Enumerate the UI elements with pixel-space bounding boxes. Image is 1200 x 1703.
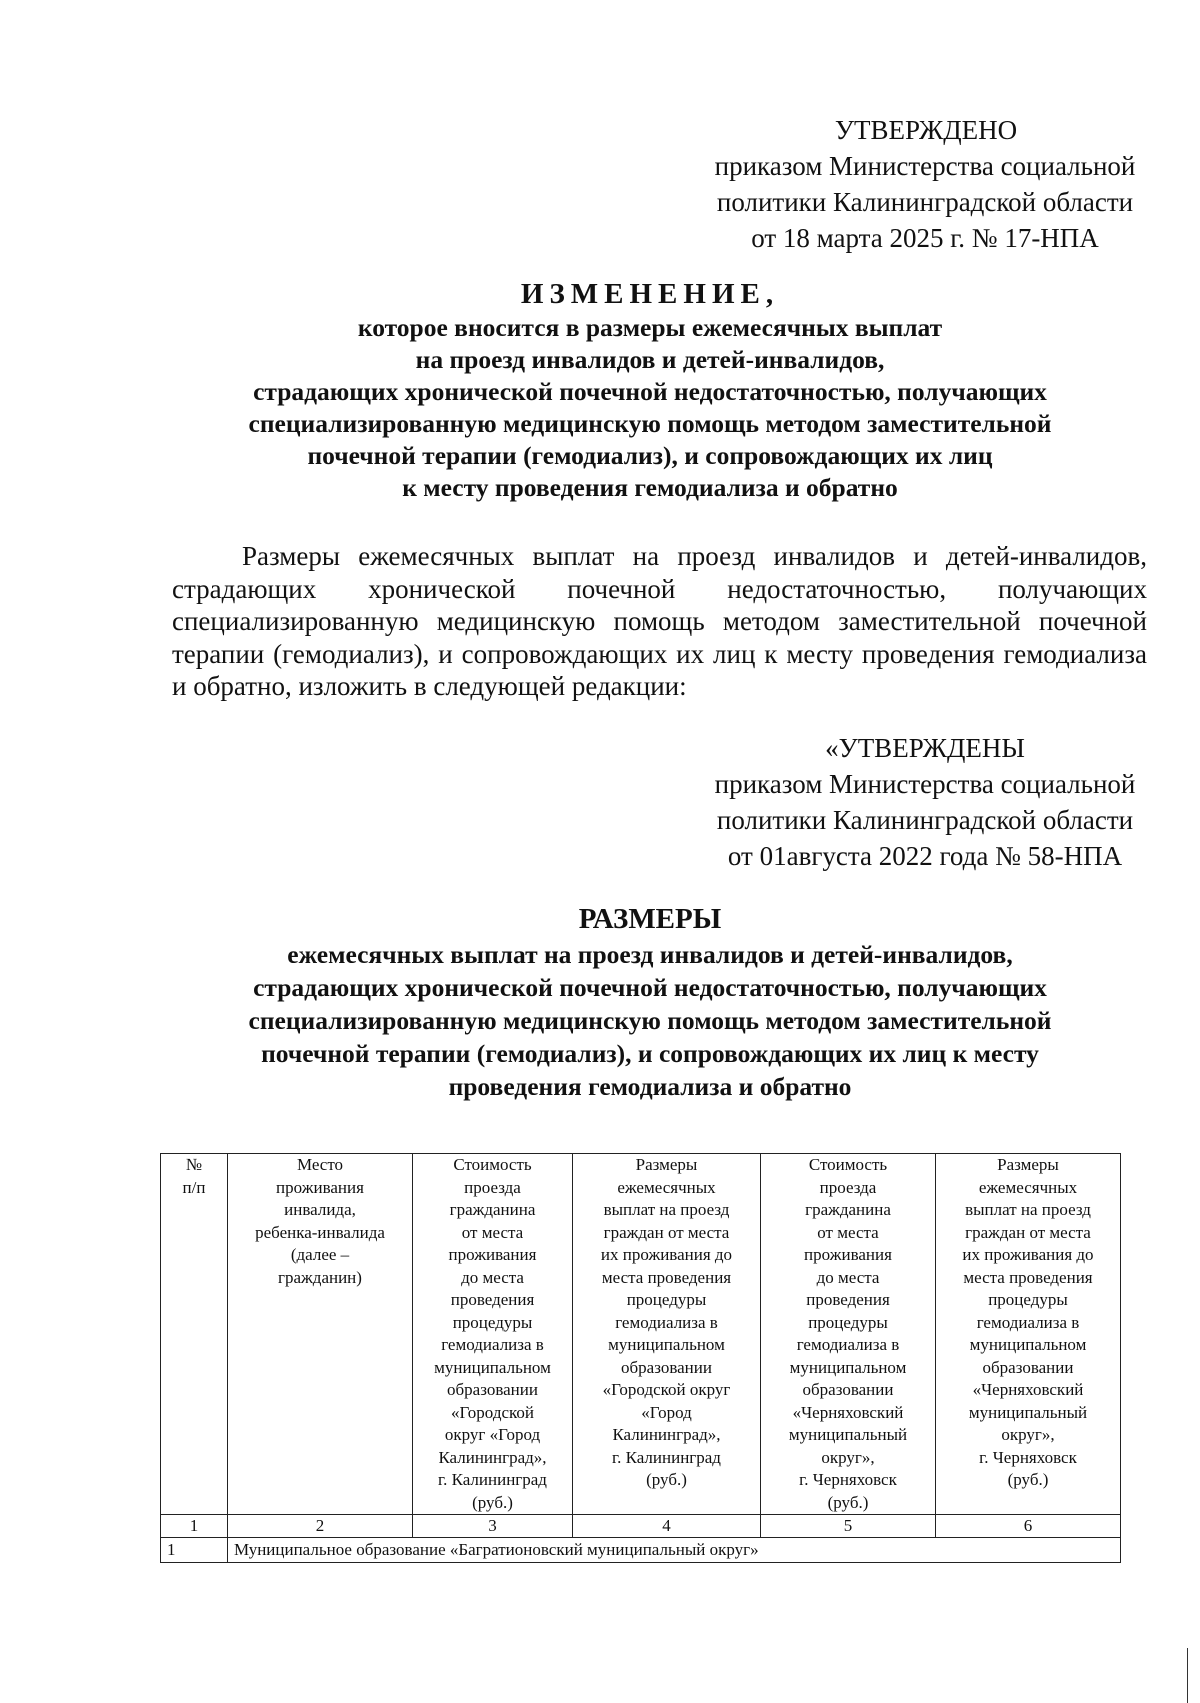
- table-header-line: Калининград»,: [612, 1425, 721, 1444]
- table-column-number: 4: [573, 1515, 761, 1538]
- table-header-line: процедуры: [808, 1312, 888, 1332]
- table-header-line: Размеры: [635, 1155, 698, 1174]
- approval2-line: приказом Министерства социальной: [714, 769, 1136, 799]
- table-header-line: Стоимость: [453, 1155, 532, 1174]
- table-header-line: проезда: [819, 1177, 877, 1197]
- table-header-line: проезда: [464, 1177, 521, 1197]
- change-title-line: к месту проведения гемодиализа и обратно: [402, 473, 898, 502]
- table-header-cell: [413, 1154, 573, 1515]
- table-header-line: образовании: [621, 1357, 712, 1377]
- approval2-line: от 01августа 2022 года № 58-НПА: [727, 841, 1123, 871]
- table-column-number: 1: [161, 1515, 228, 1538]
- table-header-cell: [161, 1154, 228, 1515]
- table-header-line: г. Калининград: [612, 1447, 721, 1467]
- table-header-line: гражданина: [805, 1200, 891, 1219]
- table-header-line: ребенка-инвалида: [255, 1222, 385, 1242]
- table-header-line: инвалида,: [284, 1200, 356, 1219]
- table-header-line: гемодиализа в: [615, 1312, 718, 1332]
- approval-stamp: [700, 112, 1150, 256]
- table-header-line: проведения: [450, 1290, 535, 1309]
- payments-table: [160, 1153, 1121, 1563]
- table-row: [161, 1538, 1121, 1563]
- table-header-line: их проживания до: [600, 1245, 733, 1264]
- table-header-line: п/п: [182, 1177, 206, 1197]
- table-header-line: до места: [461, 1267, 524, 1287]
- table-header-line: до места: [816, 1267, 880, 1287]
- table-header-line: образовании: [802, 1380, 894, 1399]
- table-header-line: их проживания до: [962, 1245, 1094, 1264]
- table-header-line: г. Черняховск: [979, 1447, 1077, 1467]
- table-header-line: (руб.): [646, 1470, 687, 1489]
- table-header-line: (руб.): [1007, 1470, 1049, 1489]
- table-column-number: 2: [228, 1515, 413, 1538]
- table-header-line: образовании: [447, 1380, 538, 1399]
- approval2-head: «УТВЕРЖДЕНЫ: [825, 733, 1025, 763]
- table-header-line: гемодиализа в: [796, 1335, 900, 1354]
- table-header-line: гражданин): [278, 1267, 362, 1287]
- table-header-line: места проведения: [601, 1267, 732, 1287]
- body-paragraph: [172, 540, 1147, 703]
- sizes-title: [150, 900, 1150, 1103]
- table-header-line: (руб.): [472, 1492, 513, 1512]
- table-header-line: «Город: [641, 1402, 692, 1422]
- table-header-line: (руб.): [827, 1492, 869, 1512]
- sizes-title-line: почечной терапии (гемодиализ), и сопровождающих их лиц к месту: [261, 1039, 1039, 1068]
- table-header-line: процедуры: [626, 1290, 707, 1309]
- table-header-line: округ»,: [821, 1447, 875, 1467]
- table-header-line: гражданина: [449, 1200, 536, 1219]
- table-header-line: процедуры: [452, 1312, 533, 1332]
- table-column-number: 6: [936, 1515, 1121, 1538]
- table-header-line: ежемесячных: [617, 1177, 716, 1197]
- table-header-line: г. Черняховск: [799, 1470, 897, 1489]
- sizes-title-line: специализированную медицинскую помощь методом заместительной: [248, 1006, 1052, 1035]
- sizes-title-line: ежемесячных выплат на проезд инвалидов и детей-инвалидов,: [287, 940, 1013, 969]
- table-header-line: муниципальном: [608, 1335, 725, 1354]
- table-header-line: «Городской: [450, 1402, 535, 1422]
- approval-stamp-2: [700, 730, 1150, 874]
- table-header-line: места проведения: [963, 1267, 1093, 1287]
- approval2-line: политики Калининградской области: [716, 805, 1134, 835]
- sizes-title-line: страдающих хронической почечной недостаточностью, получающих: [253, 973, 1047, 1002]
- approval-head: УТВЕРЖДЕНО: [834, 115, 1018, 145]
- table-header-line: от места: [461, 1222, 524, 1242]
- table-header-line: муниципальный: [968, 1402, 1088, 1422]
- table-header-line: выплат на проезд: [603, 1200, 730, 1219]
- change-title-line: на проезд инвалидов и детей-инвалидов,: [415, 345, 885, 374]
- table-column-number: 5: [761, 1515, 936, 1538]
- table-header-line: муниципальном: [434, 1357, 551, 1377]
- approval-line: приказом Министерства социальной: [714, 151, 1136, 181]
- table-header-cell: [936, 1154, 1121, 1515]
- table-header-line: проведения: [806, 1290, 890, 1309]
- table-column-numbers: [161, 1515, 1121, 1538]
- table-header-line: муниципальном: [789, 1357, 907, 1377]
- table-header-line: «Городской округ: [602, 1380, 731, 1399]
- table-header-line: проживания: [448, 1245, 537, 1264]
- table-cell-num: 1: [161, 1538, 228, 1563]
- table-header-line: от места: [817, 1222, 879, 1242]
- table-header-line: проживания: [276, 1177, 364, 1197]
- table-header-row: [161, 1154, 1121, 1515]
- table-header-line: (далее –: [290, 1245, 350, 1264]
- change-title-line: которое вносится в размеры ежемесячных выплат: [357, 313, 943, 342]
- sizes-title-main: РАЗМЕРЫ: [578, 903, 722, 935]
- approval-line: от 18 марта 2025 г. № 17-НПА: [751, 223, 1099, 253]
- table-header-cell: [761, 1154, 936, 1515]
- table-header-line: округ»,: [1001, 1425, 1055, 1444]
- table-header-line: №: [185, 1155, 203, 1174]
- table-cell-region: Муниципальное образование «Багратионовский муниципальный округ»: [228, 1538, 1121, 1563]
- table-header-line: граждан от места: [603, 1222, 730, 1242]
- table-header-line: выплат на проезд: [965, 1200, 1091, 1219]
- table-header-cell: [573, 1154, 761, 1515]
- change-title-line: страдающих хронической почечной недостаточностью, получающих: [253, 377, 1047, 406]
- table-header-line: проживания: [804, 1245, 892, 1264]
- sizes-title-line: проведения гемодиализа и обратно: [448, 1072, 852, 1101]
- table-header-line: гемодиализа в: [976, 1312, 1080, 1332]
- table-header-line: округ «Город: [444, 1425, 541, 1444]
- table-header-line: Место: [296, 1155, 344, 1174]
- change-title-line: почечной терапии (гемодиализ), и сопровождающих их лиц: [307, 441, 993, 470]
- table-header-cell: [228, 1154, 413, 1515]
- body-paragraph-text: Размеры ежемесячных выплат на проезд инвалидов и детей-инвалидов, страдающих хронической почечной недостаточностью, получающих специализированную медицинскую помощь методом заместительной почечной терапии (гемодиализ), и сопровождающих их лиц к месту проведения гемодиализа и обратно, изложить в следующей редакции:: [172, 541, 1147, 701]
- change-title-line: специализированную медицинскую помощь методом заместительной: [248, 409, 1052, 438]
- approval-line: политики Калининградской области: [716, 187, 1134, 217]
- table-column-number: 3: [413, 1515, 573, 1538]
- table-header-line: Размеры: [997, 1155, 1059, 1174]
- table-header-line: процедуры: [988, 1290, 1068, 1309]
- table-header-line: муниципальный: [788, 1425, 908, 1444]
- table-header-line: ежемесячных: [978, 1177, 1078, 1197]
- table-header-line: образовании: [982, 1357, 1074, 1377]
- change-title-main: ИЗМЕНЕНИЕ,: [520, 278, 780, 310]
- change-title: [150, 276, 1150, 504]
- table-header-line: «Черняховский: [792, 1402, 904, 1422]
- table-header-line: Стоимость: [808, 1155, 888, 1174]
- table-header-line: муниципальном: [969, 1335, 1087, 1354]
- table-header-line: гемодиализа в: [441, 1335, 544, 1354]
- table-header-line: г. Калининград: [438, 1470, 547, 1489]
- table-header-line: «Черняховский: [972, 1380, 1084, 1399]
- table-header-line: граждан от места: [965, 1222, 1091, 1242]
- table-header-line: Калининград»,: [438, 1447, 547, 1467]
- scan-edge-line: [1187, 1648, 1188, 1703]
